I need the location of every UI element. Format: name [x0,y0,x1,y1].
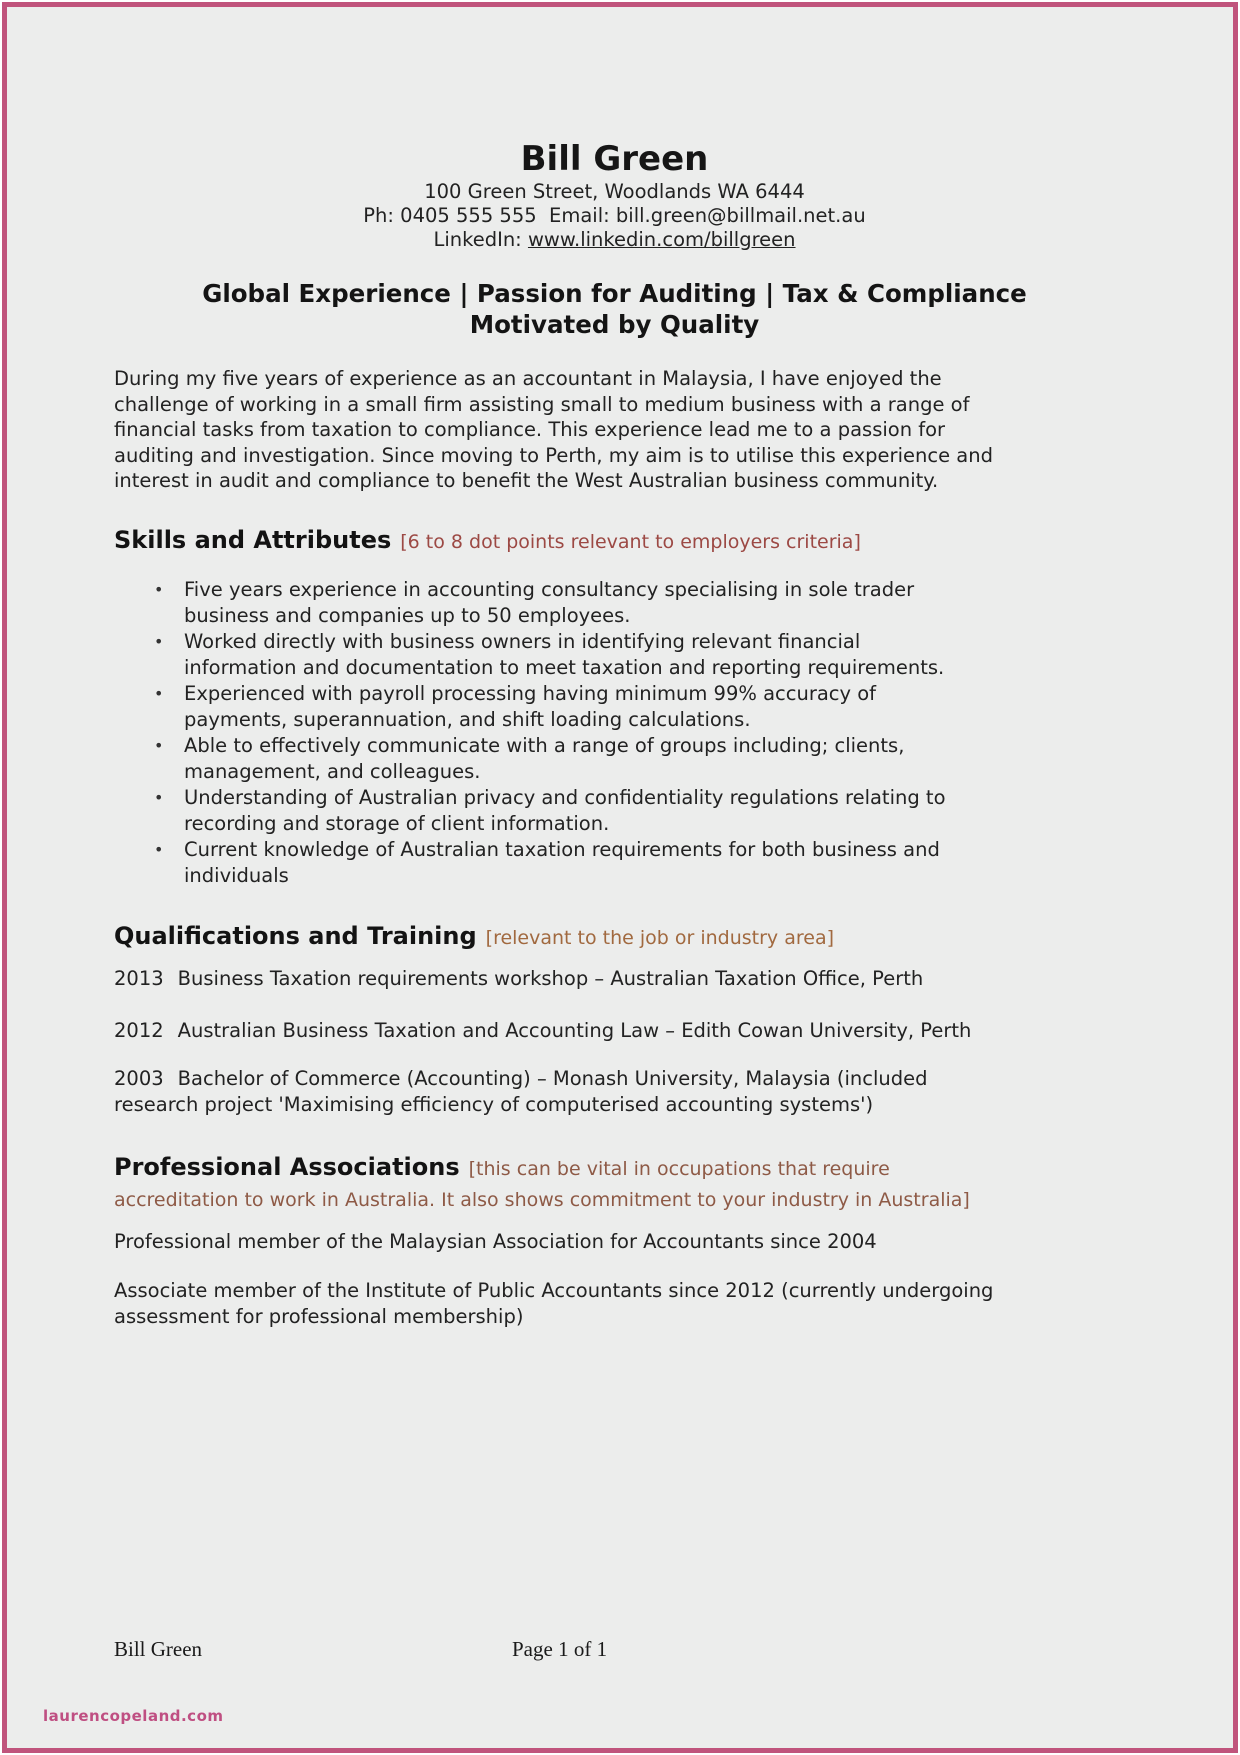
tagline-line1: Global Experience | Passion for Auditing | Tax & Compliance [202,279,1027,308]
list-item [114,785,974,837]
bullet-icon: • [154,631,164,651]
section-heading-qualifications [114,922,1019,953]
linkedin-line [114,228,1115,252]
tagline [114,278,1115,340]
list-item [114,837,974,889]
address-line: 100 Green Street, Woodlands WA 6444 [424,180,805,203]
footer-page-number: Page 1 of 1 [512,1637,608,1661]
association-paragraph: Professional member of the Malaysian Association for Accountants since 2004 [114,1229,877,1253]
qualification-year: 2012 [114,1018,164,1042]
qualification-entry [114,966,1006,992]
list-item [114,577,974,629]
associations-note: [this can be vital in occupations that require accreditation to work in Australia. It also shows commitment to your industry in Australia] [114,1157,970,1211]
qualification-year: 2013 [114,966,164,990]
association-paragraph: Associate member of the Institute of Public Accountants since 2012 (currently undergoing assessment for professional membership) [114,1278,994,1328]
section-heading-associations [114,1153,1019,1215]
bullet-text: Five years experience in accounting consultancy specialising in sole trader business and companies up to 50 employees. [184,577,915,627]
bullet-icon: • [154,683,164,703]
bullet-icon: • [154,787,164,807]
linkedin-url-link[interactable]: www.linkedin.com/billgreen [527,228,796,251]
skills-bullet-list [114,577,974,889]
qualification-text: Bachelor of Commerce (Accounting) – Monash University, Malaysia (included research project 'Maximising efficiency of computerised accounting systems') [114,1066,928,1116]
qualification-entry [114,1018,1006,1044]
bullet-text: Experienced with payroll processing having minimum 99% accuracy of payments, superannuation, and shift loading calculations. [184,681,877,731]
qualifications-title: Qualifications and Training [114,921,477,950]
list-item [114,733,974,785]
section-heading-skills [114,526,1019,557]
linkedin-label: LinkedIn: [433,228,528,251]
resume-content [7,7,1233,1330]
watermark-text: laurencopeland.com [43,1707,224,1725]
page-border [2,2,1238,1753]
bullet-text: Able to effectively communicate with a range of groups including; clients, management, and colleagues. [184,733,905,783]
footer-name: Bill Green [114,1637,203,1661]
list-item [114,681,974,733]
bullet-text: Understanding of Australian privacy and confidentiality regulations relating to recording and storage of client information. [184,785,946,835]
qualifications-note: [relevant to the job or industry area] [485,926,835,949]
tagline-line2: Motivated by Quality [469,310,760,339]
bullet-text: Current knowledge of Australian taxation requirements for both business and individuals [184,837,940,887]
bullet-icon: • [154,735,164,755]
qualification-text: Business Taxation requirements workshop – Australian Taxation Office, Perth [177,966,924,990]
bullet-icon: • [154,839,164,859]
associations-title: Professional Associations [114,1152,460,1181]
summary-paragraph: During my five years of experience as an accountant in Malaysia, I have enjoyed the challenge of working in a small firm assisting small to medium business with a range of financial tasks from taxation to compliance. This experience lead me to a passion for auditing and investigation. Since moving to Perth, my aim is to utilise this experience and interest in audit and compliance to benefit the West Australian business community. [114,367,993,492]
qualification-text: Australian Business Taxation and Accounting Law – Edith Cowan University, Perth [177,1018,972,1042]
qualification-year: 2003 [114,1066,164,1090]
candidate-name: Bill Green [520,139,709,179]
qualification-entry [114,1066,1006,1118]
list-item [114,629,974,681]
phone-email-line: Ph: 0405 555 555 Email: bill.green@billmail.net.au [363,204,866,227]
skills-note: [6 to 8 dot points relevant to employers criteria] [400,530,861,553]
bullet-text: Worked directly with business owners in identifying relevant financial information and documentation to meet taxation and reporting requirements. [184,629,945,679]
skills-title: Skills and Attributes [114,525,392,554]
bullet-icon: • [154,579,164,599]
